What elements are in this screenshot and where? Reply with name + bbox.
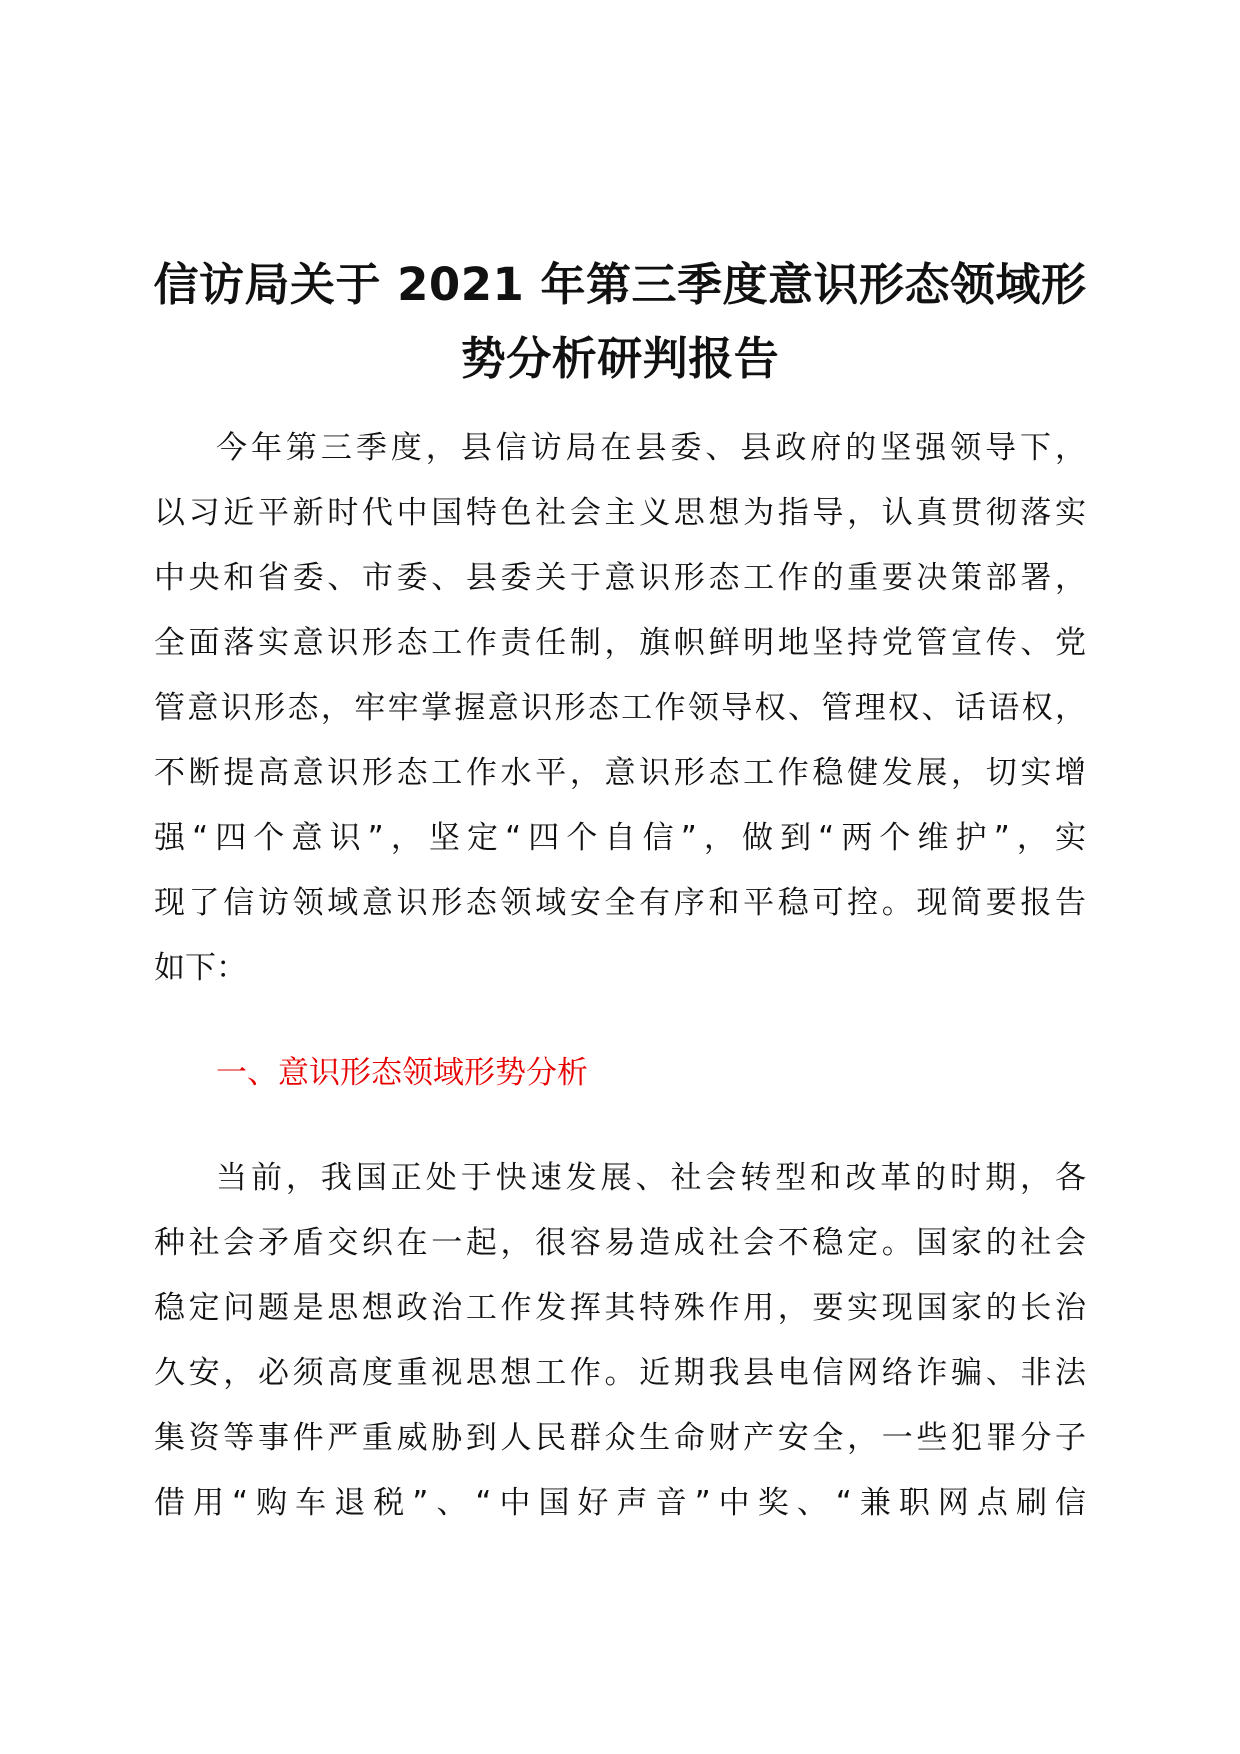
paragraph-line: 以习近平新时代中国特色社会主义思想为指导，认真贯彻落实 [154,495,1086,531]
document-title [150,248,1090,396]
title-line: 信访局关于 2021 年第三季度意识形态领域形 [153,258,1087,311]
paragraph-line: 强“四个意识”，坚定“四个自信”，做到“两个维护”，实 [154,820,1086,856]
paragraph-line: 集资等事件严重威胁到人民群众生命财产安全，一些犯罪分子 [154,1420,1086,1456]
section-heading: 一、意识形态领域形势分析 [216,1055,588,1091]
paragraph-line: 如下： [154,950,247,986]
document-body [154,416,1086,1536]
paragraph-line: 现了信访领域意识形态领域安全有序和平稳可控。现简要报告 [154,885,1086,921]
paragraph-line: 今年第三季度，县信访局在县委、县政府的坚强领导下， [216,430,1086,466]
paragraph-line: 种社会矛盾交织在一起，很容易造成社会不稳定。国家的社会 [154,1225,1086,1261]
paragraph-line: 中央和省委、市委、县委关于意识形态工作的重要决策部署， [154,560,1086,596]
title-line: 势分析研判报告 [460,332,780,385]
paragraph-line: 当前，我国正处于快速发展、社会转型和改革的时期，各 [216,1160,1086,1196]
paragraph-line: 不断提高意识形态工作水平，意识形态工作稳健发展，切实增 [154,755,1086,791]
paragraph-line: 管意识形态，牢牢掌握意识形态工作领导权、管理权、话语权， [154,690,1086,726]
paragraph-line: 稳定问题是思想政治工作发挥其特殊作用，要实现国家的长治 [154,1290,1086,1326]
paragraph-gap [154,1106,1086,1146]
analysis-paragraph [154,1146,1086,1536]
paragraph-gap [154,1001,1086,1041]
intro-paragraph [154,416,1086,1001]
paragraph-line: 久安，必须高度重视思想工作。近期我县电信网络诈骗、非法 [154,1355,1086,1391]
paragraph-line: 全面落实意识形态工作责任制，旗帜鲜明地坚持党管宣传、党 [154,625,1086,661]
paragraph-line: 借用“购车退税”、“中国好声音”中奖、“兼职网点刷信 [154,1485,1086,1521]
